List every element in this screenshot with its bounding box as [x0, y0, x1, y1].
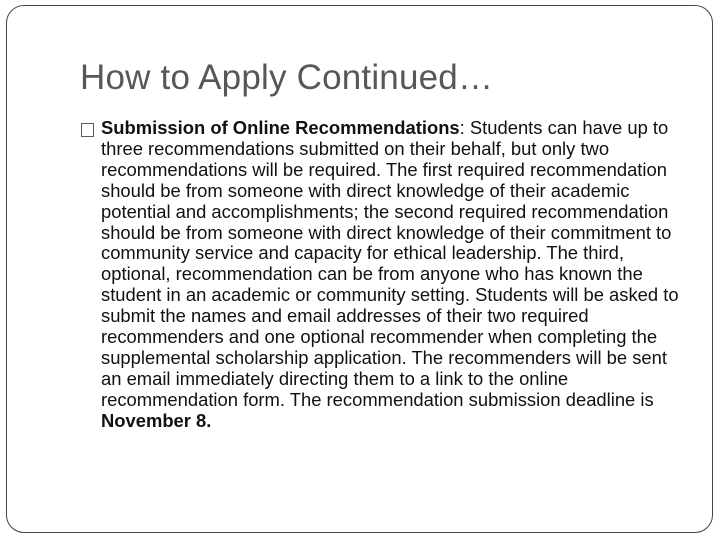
deadline-date: November 8. [101, 409, 212, 431]
bullet-body: : Students can have up to three recommendations submitted on their behalf, but only two recommendations will be required. The first required recommendation should be from someone with direct knowledge of their academic potential and accomplishments; the second required recommendation should be from someone with direct knowledge of their commitment to community service and capacity for ethical leadership. The third, optional, recommendation can be from anyone who has known the student in an academic or community setting. Students will be asked to submit the names and email addresses of their two required recommenders and one optional recommender when completing the supplemental scholarship application. The recommenders will be sent an email immediately directing them to a link to the online recommendation form. The recommendation submission deadline is [101, 117, 679, 410]
bullet-bold-lead: Submission of Online Recommendations [101, 117, 460, 138]
bullet-text [101, 118, 686, 432]
bullet-box-icon [81, 123, 94, 137]
slide-title: How to Apply Continued… [80, 58, 494, 97]
